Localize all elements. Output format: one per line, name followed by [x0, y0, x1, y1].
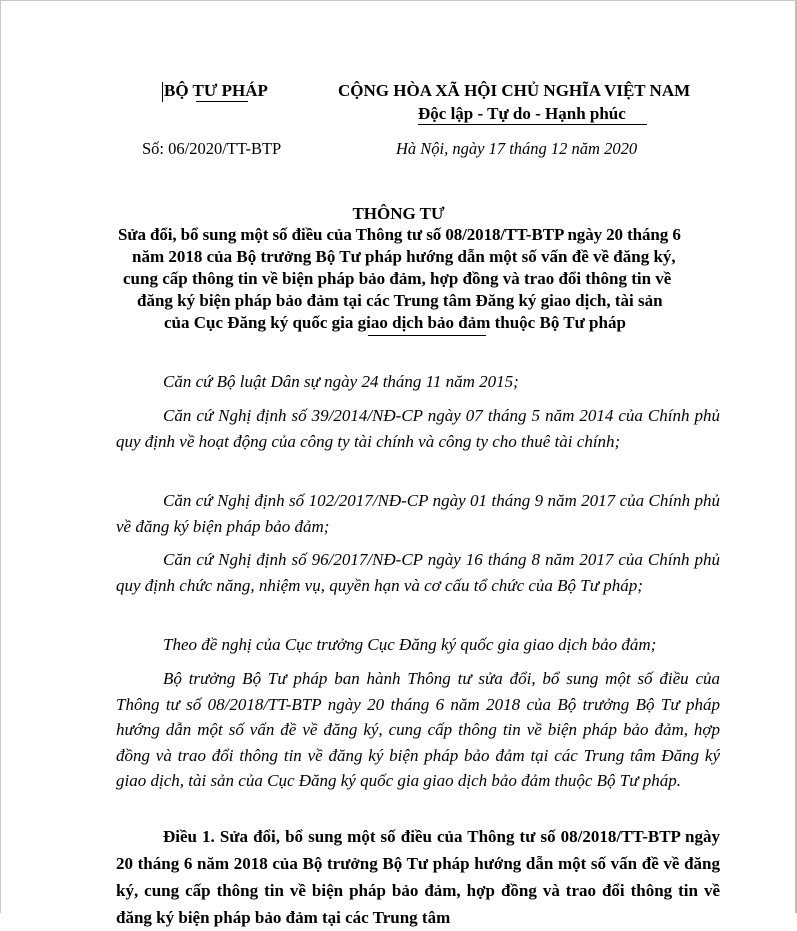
title-line-2: năm 2018 của Bộ trưởng Bộ Tư pháp hướng dẫn một số vấn đề về đăng ký, — [132, 247, 676, 266]
title-underline — [368, 335, 486, 336]
preamble-proposal: Theo đề nghị của Cục trưởng Cục Đăng ký quốc gia giao dịch bảo đảm; — [163, 635, 657, 654]
page-frame-left — [0, 0, 1, 913]
motto: Độc lập - Tự do - Hạnh phúc — [418, 104, 626, 123]
preamble-decree-102: Căn cứ Nghị định số 102/2017/NĐ-CP ngày 01 tháng 9 năm 2017 của Chính phủ về đăng ký biện pháp bảo đảm; — [116, 491, 720, 536]
country-name: CỘNG HÒA XÃ HỘI CHỦ NGHĨA VIỆT NAM — [338, 81, 691, 100]
place-date: Hà Nội, ngày 17 tháng 12 năm 2020 — [396, 139, 638, 158]
title-line-3: cung cấp thông tin về biện pháp bảo đảm, hợp đồng và trao đổi thông tin về — [123, 269, 672, 288]
title-line-5: của Cục Đăng ký quốc gia giao dịch bảo đảm thuộc Bộ Tư pháp — [164, 313, 626, 332]
article-1-heading: Điều 1. Sửa đổi, bổ sung một số điều của Thông tư số 08/2018/TT-BTP ngày 20 tháng 6 năm 2018 của Bộ trưởng Bộ Tư pháp hướng dẫn một số vấn đề về đăng ký, cung cấp thông tin về biện pháp bảo đảm, hợp đồng và trao đổi thông tin về đăng ký biện pháp bảo đảm tại các Trung tâm — [116, 827, 720, 927]
document-type: THÔNG TƯ — [352, 204, 445, 223]
preamble-issuance: Bộ trưởng Bộ Tư pháp ban hành Thông tư sửa đổi, bổ sung một số điều của Thông tư số 08/2018/TT-BTP ngày 20 tháng 6 năm 2018 của Bộ trưởng Bộ Tư pháp hướng dẫn một số vấn đề về đăng ký, cung cấp thông tin về biện pháp bảo đảm, hợp đồng và trao đổi thông tin về đăng ký biện pháp bảo đảm tại các Trung tâm Đăng ký giao dịch, tài sản của Cục Đăng ký quốc gia giao dịch bảo đảm thuộc Bộ Tư pháp. — [116, 669, 720, 790]
preamble-decree-96: Căn cứ Nghị định số 96/2017/NĐ-CP ngày 16 tháng 8 năm 2017 của Chính phủ quy định chức năng, nhiệm vụ, quyền hạn và cơ cấu tổ chức của Bộ Tư pháp; — [116, 550, 720, 595]
ministry-underline — [196, 101, 248, 102]
page-frame-top — [0, 0, 797, 1]
motto-underline — [418, 124, 647, 125]
text-cursor — [162, 82, 163, 102]
title-line-4: đăng ký biện pháp bảo đảm tại các Trung tâm Đăng ký giao dịch, tài sản — [137, 291, 663, 310]
preamble-decree-39: Căn cứ Nghị định số 39/2014/NĐ-CP ngày 07 tháng 5 năm 2014 của Chính phủ quy định về hoạt động của công ty tài chính và công ty cho thuê tài chính; — [116, 406, 720, 451]
title-line-1: Sửa đổi, bổ sung một số điều của Thông tư số 08/2018/TT-BTP ngày 20 tháng 6 — [118, 225, 681, 244]
ministry-name: BỘ TƯ PHÁP — [164, 81, 268, 100]
preamble-civil-code: Căn cứ Bộ luật Dân sự ngày 24 tháng 11 năm 2015; — [163, 372, 519, 391]
document-number: Số: 06/2020/TT-BTP — [142, 139, 282, 158]
